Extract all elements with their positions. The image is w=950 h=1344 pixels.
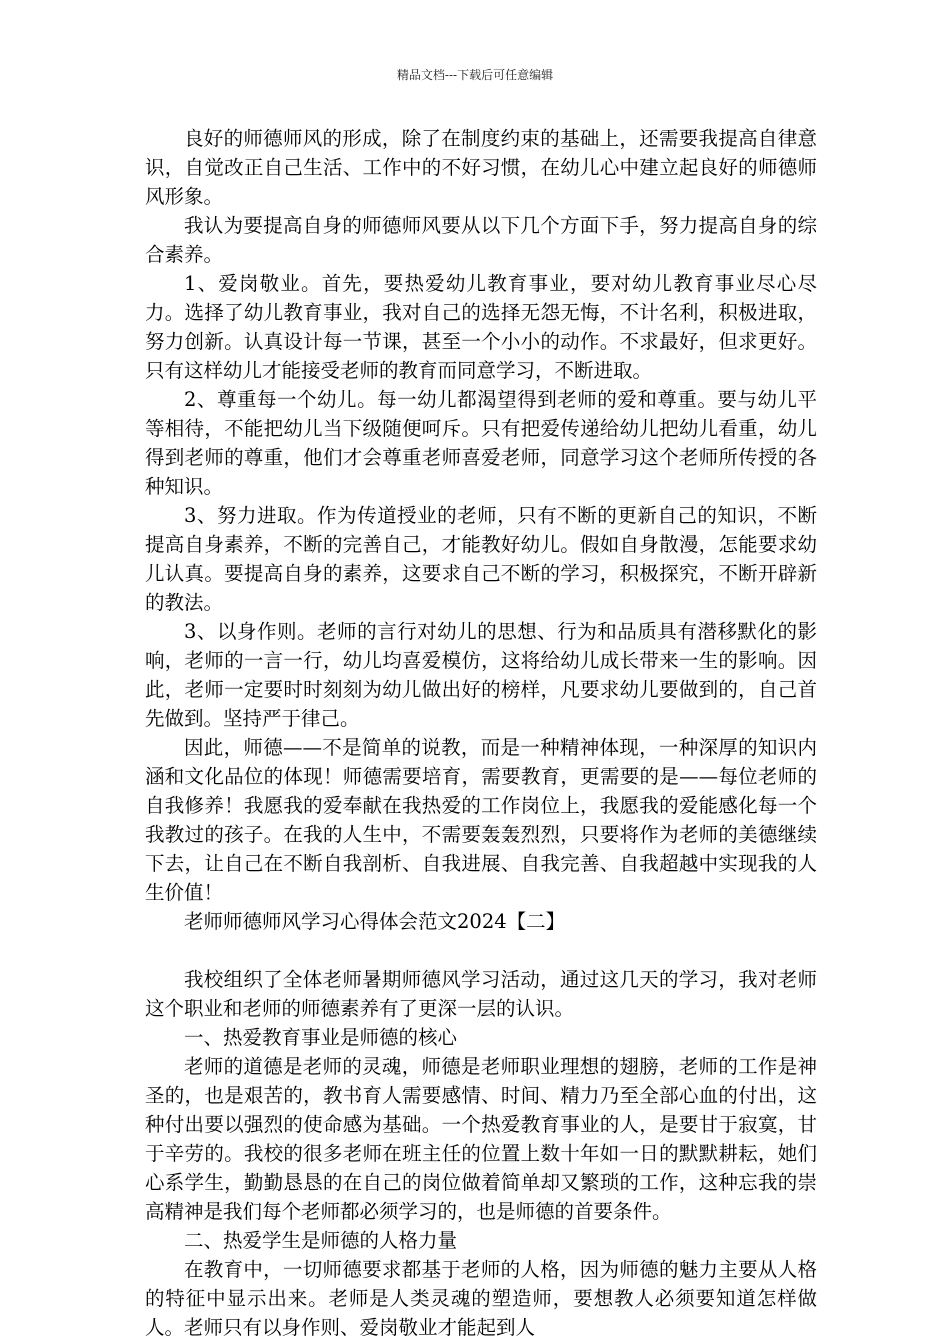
paragraph-2: 我认为要提高自身的师德师风要从以下几个方面下手，努力提高自身的综合素养。 bbox=[145, 214, 817, 266]
document-body bbox=[145, 124, 817, 1342]
paragraph-9: 老师的道德是老师的灵魂，师德是老师职业理想的翅膀，老师的工作是神圣的，也是艰苦的，教书育人需要感情、时间、精力乃至全部心血的付出，这种付出要以强烈的使命感为基础。一个热爱教育事业的人，是要甘于寂寞，甘于辛劳的。我校的很多老师在班主任的位置上数十年如一日的默默耕耘，她们心系学生，勤勤恳恳的在自己的岗位做着简单却又繁琐的工作，这种忘我的崇高精神是我们每个老师都必须学习的，也是师德的首要条件。 bbox=[145, 1055, 817, 1223]
paragraph-1: 良好的师德师风的形成，除了在制度约束的基础上，还需要我提高自律意识，自觉改正自己生活、工作中的不好习惯，在幼儿心中建立起良好的师德师风形象。 bbox=[145, 127, 817, 208]
blank-line bbox=[145, 936, 817, 965]
paragraph-10: 在教育中，一切师德要求都基于老师的人格，因为师德的魅力主要从人格的特征中显示出来。老师是人类灵魂的塑造师，要想教人必须要知道怎样做人。老师只有以身作则、爱岗敬业才能起到人 bbox=[145, 1258, 817, 1339]
page-header: 精品文档---下载后可任意编辑 bbox=[396, 68, 554, 82]
section-title-2: 老师师德师风学习心得体会范文2024【二】 bbox=[184, 910, 566, 933]
paragraph-8: 我校组织了全体老师暑期师德风学习活动，通过这几天的学习，我对老师这个职业和老师的师德素养有了更深一层的认识。 bbox=[145, 968, 817, 1020]
paragraph-5: 3、努力进取。作为传道授业的老师，只有不断的更新自己的知识，不断提高自身素养，不断的完善自己，才能教好幼儿。假如自身散漫，怎能要求幼儿认真。要提高自身的素养，这要求自己不断的学习，积极探究，不断开辟新的教法。 bbox=[145, 504, 817, 614]
paragraph-3: 1、爱岗敬业。首先，要热爱幼儿教育事业，要对幼儿教育事业尽心尽力。选择了幼儿教育事业，我对自己的选择无怨无悔，不计名利，积极进取，努力创新。认真设计每一节课，甚至一个小小的动作。不求最好，但求更好。只有这样幼儿才能接受老师的教育而同意学习，不断进取。 bbox=[145, 272, 817, 382]
paragraph-6: 3、以身作则。老师的言行对幼儿的思想、行为和品质具有潜移默化的影响，老师的一言一行，幼儿均喜爱模仿，这将给幼儿成长带来一生的影响。因此，老师一定要时时刻刻为幼儿做出好的榜样，凡要求幼儿要做到的，自己首先做到。坚持严于律己。 bbox=[145, 620, 817, 730]
subheading-2: 二、热爱学生是师德的人格力量 bbox=[184, 1229, 458, 1252]
subheading-1: 一、热爱教育事业是师德的核心 bbox=[184, 1026, 458, 1049]
paragraph-4: 2、尊重每一个幼儿。每一幼儿都渴望得到老师的爱和尊重。要与幼儿平等相待，不能把幼儿当下级随便呵斥。只有把爱传递给幼儿把幼儿看重，幼儿得到老师的尊重，他们才会尊重老师喜爱老师，同意学习这个老师所传授的各种知识。 bbox=[145, 388, 817, 498]
paragraph-7: 因此，师德——不是简单的说教，而是一种精神体现，一种深厚的知识内涵和文化品位的体现！师德需要培育，需要教育，更需要的是——每位老师的自我修养！我愿我的爱奉献在我热爱的工作岗位上，我愿我的爱能感化每一个我教过的孩子。在我的人生中，不需要轰轰烈烈，只要将作为老师的美德继续下去，让自己在不断自我剖析、自我进展、自我完善、自我超越中实现我的人生价值！ bbox=[145, 736, 817, 904]
